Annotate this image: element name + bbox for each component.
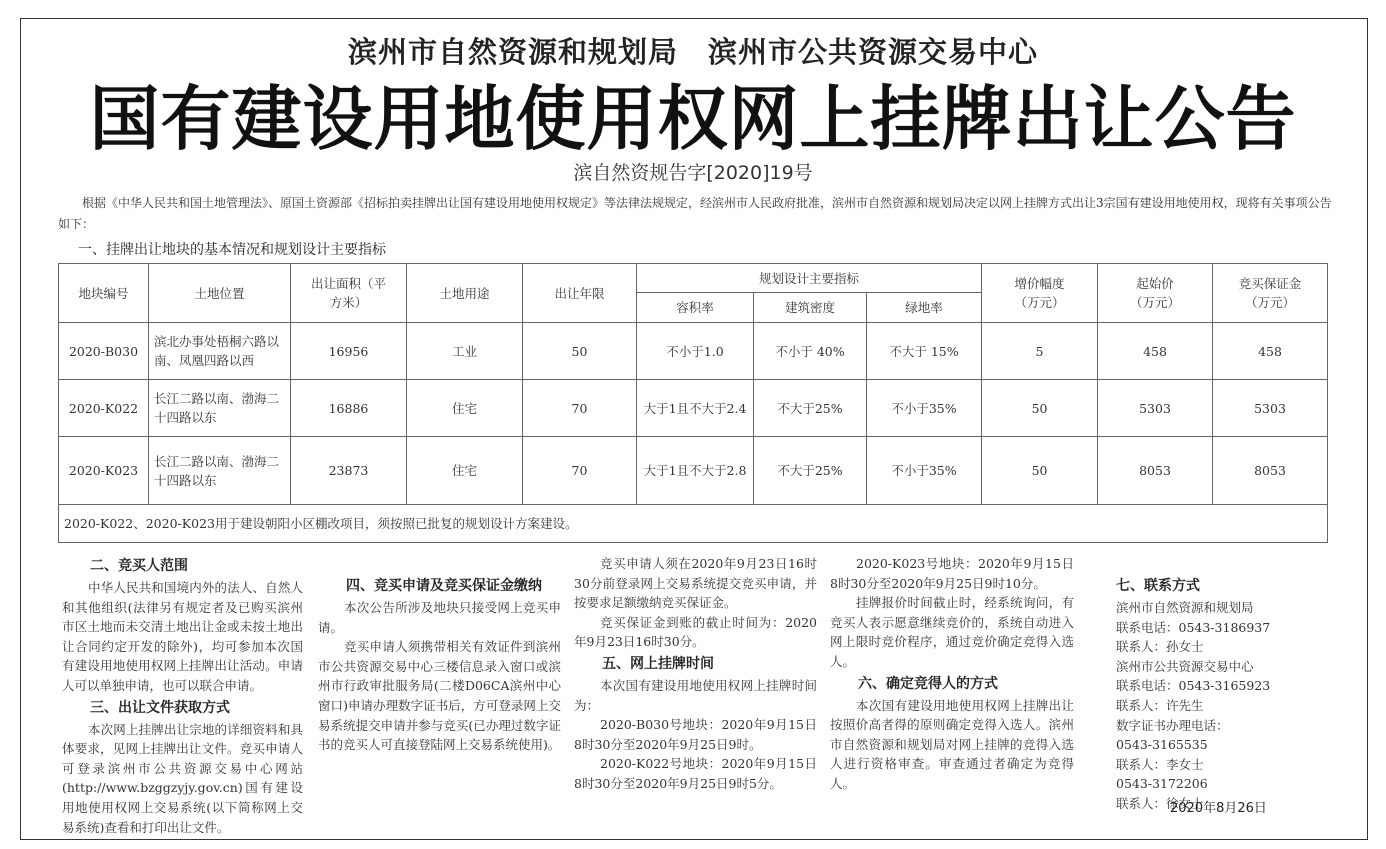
header-far: 容积率 [637, 293, 754, 323]
issuing-organizations: 滨州市自然资源和规划局 滨州市公共资源交易中心 [347, 35, 1038, 69]
cell-deposit: 5303 [1213, 380, 1328, 437]
contact-line: 联系人：许先生 [1116, 697, 1204, 713]
cell-increment: 50 [982, 380, 1098, 437]
contact-line: 0543-3172206 [1116, 776, 1208, 792]
section-2-paragraph: 中华人民共和国境内外的法人、自然人和其他组织(法律另有规定者及已购买滨州市区土地而未交清土地出让金或未按土地出让合同约定开发的除外)，均可参加本次国有建设用地使用权网上挂牌出让活动。申请人可以单独申请，也可以联合申请。 [62, 580, 303, 693]
section-4-paragraph-3: 竞买申请人须在2020年9月23日16时30分前登录网上交易系统提交竞买申请，并按要求足额缴纳竞买保证金。 [574, 556, 817, 611]
cell-term: 70 [523, 437, 637, 505]
cell-plot-no: 2020-B030 [59, 323, 149, 380]
table-row [59, 437, 1386, 505]
section-5-paragraph-1: 本次国有建设用地使用权网上挂牌时间为： [574, 677, 817, 713]
text-column-4 [830, 554, 1074, 794]
cell-density: 不小于 40% [754, 323, 867, 380]
cell-location: 长江二路以南、渤海二十四路以东 [149, 380, 291, 437]
cell-use: 住宅 [407, 437, 523, 505]
header-plot-no: 地块编号 [59, 264, 149, 323]
section-1-heading: 一、挂牌出让地块的基本情况和规划设计主要指标 [78, 242, 386, 258]
cell-start-price: 5303 [1098, 380, 1213, 437]
cell-use: 住宅 [407, 380, 523, 437]
header-location: 土地位置 [149, 264, 291, 323]
cell-far: 大于1且不大于2.4 [637, 380, 754, 437]
section-4-paragraph-2: 竞买申请人须携带相关有效证件到滨州市公共资源交易中心三楼信息录入窗口或滨州市行政审批服务局(二楼D06CA滨州中心窗口)申请办理数字证书后，方可登录网上交易系统提交申请并参与竞买(已办理过数字证书的竞买人可直接登陆网上交易系统使用)。 [318, 639, 561, 753]
text-column-5 [1088, 574, 1328, 814]
header-planning-indicators: 规划设计主要指标 [637, 264, 982, 293]
section-5-paragraph-5: 挂牌报价时间截止时，经系统询问，有竞买人表示愿意继续竞价的，系统自动进入网上限时竞价程序，通过竞价确定竞得入选人。 [830, 595, 1074, 669]
cell-area: 16886 [291, 380, 407, 437]
header-use: 土地用途 [407, 264, 523, 323]
section-6-heading: 六、确定竞得人的方式 [858, 675, 998, 692]
cell-term: 50 [523, 323, 637, 380]
cell-deposit: 8053 [1213, 437, 1328, 505]
contact-list [1088, 598, 1328, 814]
cell-density: 不大于25% [754, 380, 867, 437]
contact-line: 联系人：徐女士 [1116, 795, 1204, 811]
cell-plot-no: 2020-K022 [59, 380, 149, 437]
section-5-heading: 五、网上挂牌时间 [602, 655, 714, 672]
plots-table [58, 263, 1386, 543]
contact-line: 滨州市公共资源交易中心 [1116, 658, 1254, 674]
cell-green: 不大于 15% [867, 323, 982, 380]
contact-line: 联系电话：0543-3186937 [1116, 619, 1271, 635]
section-5-paragraph-2: 2020-B030号地块：2020年9月15日8时30分至2020年9月25日9时。 [574, 717, 817, 752]
contact-line: 滨州市自然资源和规划局 [1116, 600, 1254, 615]
header-density: 建筑密度 [754, 293, 867, 323]
cell-term: 70 [523, 380, 637, 437]
contact-line: 联系人：孙女士 [1116, 639, 1204, 655]
text-column-3 [574, 554, 817, 794]
contact-line: 联系电话：0543-3165923 [1116, 678, 1271, 694]
table-header-row [59, 264, 1386, 293]
header-increment: 增价幅度（万元） [982, 264, 1098, 323]
section-5-paragraph-3: 2020-K022号地块：2020年9月15日8时30分至2020年9月25日9时5分。 [574, 756, 817, 791]
announcement-title: 国有建设用地使用权网上挂牌出让公告 [89, 78, 1297, 160]
cell-increment: 5 [982, 323, 1098, 380]
header-area: 出让面积（平方米） [291, 264, 407, 323]
table-note-row [59, 505, 1386, 543]
section-4-paragraph-1: 本次公告所涉及地块只接受网上竞买申请。 [318, 600, 561, 635]
header-green: 绿地率 [867, 293, 982, 323]
cell-start-price: 8053 [1098, 437, 1213, 505]
cell-green: 不小于35% [867, 437, 982, 505]
text-column-2 [318, 574, 561, 755]
header-start-price: 起始价（万元） [1098, 264, 1213, 323]
header-deposit: 竞买保证金（万元） [1213, 264, 1328, 323]
intro-paragraph: 根据《中华人民共和国土地管理法》、原国土资源部《招标拍卖挂牌出让国有建设用地使用权规定》等法律法规规定，经滨州市人民政府批准，滨州市自然资源和规划局决定以网上挂牌方式出让3宗国有建设用地使用权，现将有关事项公告如下： [58, 196, 1332, 231]
section-4-heading: 四、竞买申请及竞买保证金缴纳 [346, 578, 542, 594]
section-7-heading: 七、联系方式 [1116, 578, 1200, 594]
cell-location: 滨北办事处梧桐六路以南、凤凰四路以西 [149, 323, 291, 380]
cell-location: 长江二路以南、渤海二十四路以东 [149, 437, 291, 505]
cell-start-price: 458 [1098, 323, 1213, 380]
contact-line: 数字证书办理电话： [1116, 717, 1229, 733]
cell-increment: 50 [982, 437, 1098, 505]
header-term: 出让年限 [523, 264, 637, 323]
table-row [59, 380, 1386, 437]
cell-far: 不小于1.0 [637, 323, 754, 380]
cell-area: 16956 [291, 323, 407, 380]
table-note: 2020-K022、2020-K023用于建设朝阳小区棚改项目，须按照已批复的规划设计方案建设。 [59, 505, 1328, 543]
cell-deposit: 458 [1213, 323, 1328, 380]
contact-line: 联系人：李女士 [1116, 756, 1204, 772]
contact-line: 0543-3165535 [1116, 737, 1208, 753]
section-2-heading: 二、竞买人范围 [90, 558, 188, 574]
section-6-paragraph: 本次国有建设用地使用权网上挂牌出让按照价高者得的原则确定竞得入选人。滨州市自然资源和规划局对网上挂牌的竞得入选人进行资格审查。审查通过者确定为竞得人。 [830, 697, 1074, 791]
text-column-1 [62, 554, 303, 837]
announcement-date: 2020年8月26日 [1170, 801, 1267, 816]
section-3-heading: 三、出让文件获取方式 [90, 699, 230, 716]
cell-plot-no: 2020-K023 [59, 437, 149, 505]
cell-use: 工业 [407, 323, 523, 380]
cell-green: 不小于35% [867, 380, 982, 437]
section-4-paragraph-4: 竞买保证金到账的截止时间为：2020年9月23日16时30分。 [574, 614, 817, 650]
section-3-paragraph: 本次网上挂牌出让宗地的详细资料和具体要求，见网上挂牌出让文件。竞买申请人可登录滨州市公共资源交易中心网站(http://www.bzggzyjy.gov.cn)国有建设用地使用权网上交易系统(以下简称网上交易系统)查看和打印出让文件。 [62, 721, 303, 835]
section-5-paragraph-4: 2020-K023号地块：2020年9月15日8时30分至2020年9月25日9时10分。 [830, 556, 1074, 591]
cell-far: 大于1且不大于2.8 [637, 437, 754, 505]
document-number: 滨自然资规告字[2020]19号 [573, 162, 813, 184]
cell-area: 23873 [291, 437, 407, 505]
table-row [59, 323, 1386, 380]
cell-density: 不大于25% [754, 437, 867, 505]
